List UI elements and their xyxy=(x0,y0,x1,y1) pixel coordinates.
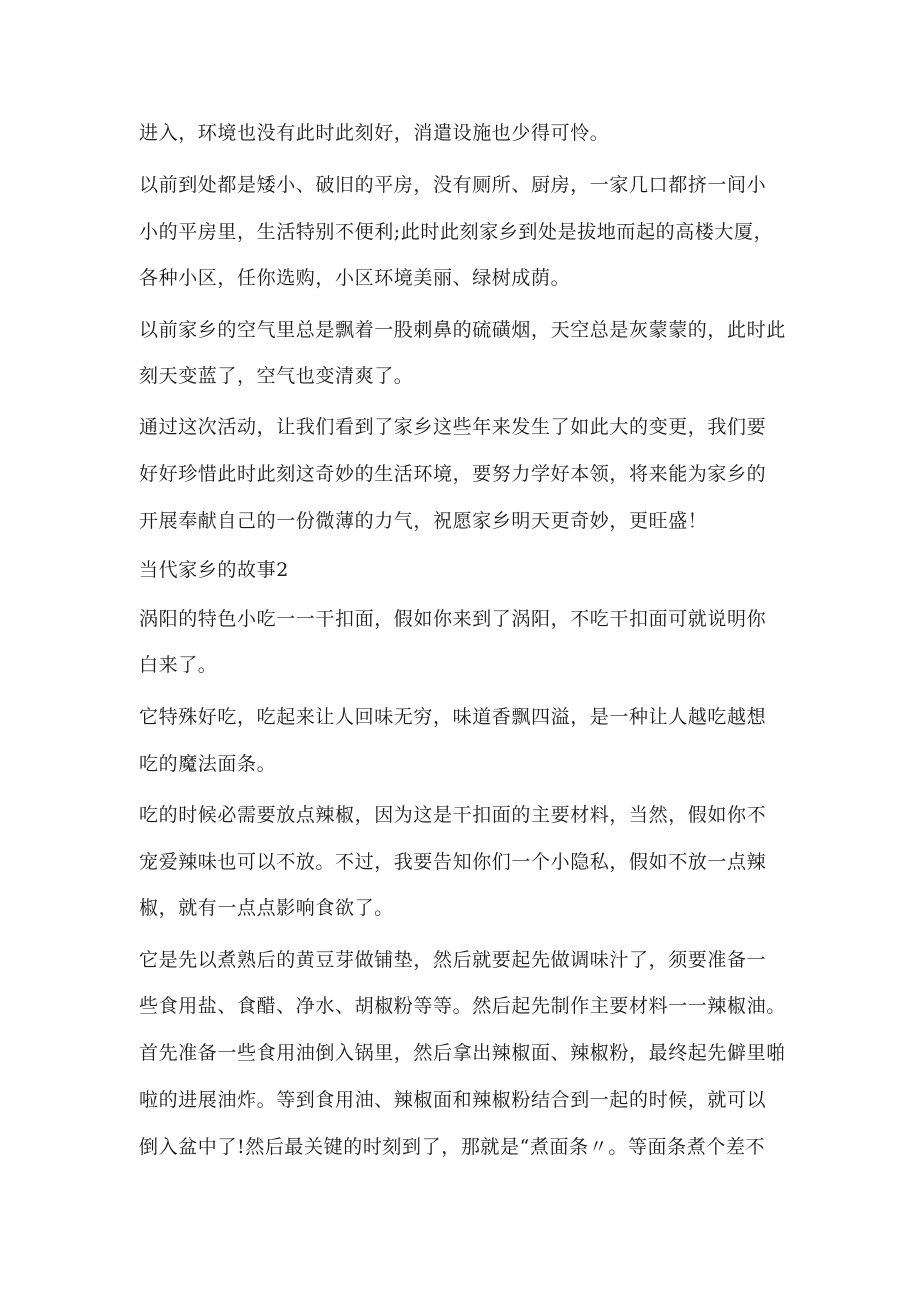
text-line: 以前到处都是矮小、破旧的平房，没有厕所、厨房，一家几口都挤一间小 xyxy=(139,174,767,196)
text-line: 各种小区，任你选购，小区环境美丽、绿树成荫。 xyxy=(139,267,571,289)
text-line: 开展奉献自己的一份微薄的力气，祝愿家乡明天更奇妙，更旺盛！ xyxy=(139,510,708,532)
text-line: 椒，就有一点点影响食欲了。 xyxy=(139,897,394,919)
text-line: 些食用盐、食醋、净水、胡椒粉等等。然后起先制作主要材料一一辣椒油。 xyxy=(139,995,786,1017)
text-line: 以前家乡的空气里总是飘着一股刺鼻的硫磺烟，天空总是灰蒙蒙的，此时此 xyxy=(139,319,786,341)
text-line: 通过这次活动，让我们看到了家乡这些年来发生了如此大的变更，我们要 xyxy=(139,416,767,438)
text-line: 啦的进展油炸。等到食用油、辣椒面和辣椒粉结合到一起的时候，就可以 xyxy=(139,1089,767,1111)
text-line: 白来了。 xyxy=(139,654,218,676)
text-line: 吃的魔法面条。 xyxy=(139,753,277,775)
text-line: 首先准备一些食用油倒入锅里，然后拿出辣椒面、辣椒粉，最终起先僻里啪 xyxy=(139,1042,786,1064)
text-line: 小的平房里，生活特别不便利;此时此刻家乡到处是拔地而起的高楼大厦， xyxy=(139,221,774,243)
text-line: 倒入盆中了!然后最关键的时刻到了，那就是“煮面条〃。等面条煮个差不 xyxy=(139,1136,766,1158)
text-line: 它是先以煮熟后的黄豆芽做铺垫，然后就要起先做调味汁了，须要准备一 xyxy=(139,949,767,971)
text-line: 进入，环境也没有此时此刻好，消遣设施也少得可怜。 xyxy=(139,122,610,144)
text-line: 涡阳的特色小吃一一干扣面，假如你来到了涡阳，不吃干扣面可就说明你 xyxy=(139,608,767,630)
text-line: 宠爱辣味也可以不放。不过，我要告知你们一个小隐私，假如不放一点辣 xyxy=(139,851,767,873)
text-line: 刻天变蓝了，空气也变清爽了。 xyxy=(139,365,414,387)
section-heading: 当代家乡的故事2 xyxy=(139,559,289,581)
text-line: 它特殊好吃，吃起来让人回味无穷，味道香飘四溢，是一种让人越吃越想 xyxy=(139,706,767,728)
text-line: 吃的时候必需要放点辣椒，因为这是干扣面的主要材料，当然，假如你不 xyxy=(139,804,767,826)
text-line: 好好珍惜此时此刻这奇妙的生活环境，要努力学好本领，将来能为家乡的 xyxy=(139,463,767,485)
